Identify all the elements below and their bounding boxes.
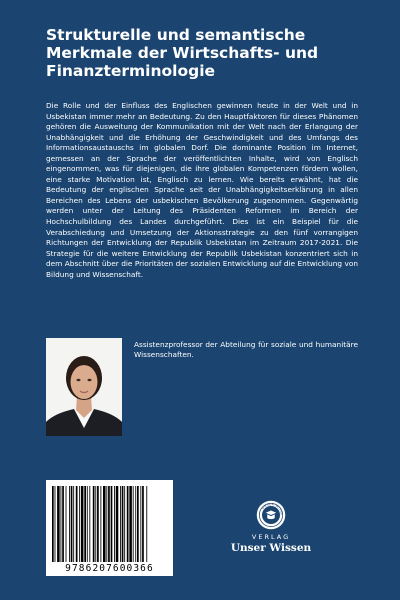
- barcode-bar: [79, 486, 80, 562]
- barcode-bar: [84, 486, 86, 562]
- barcode-bar: [61, 486, 62, 562]
- barcode-bar: [114, 486, 115, 562]
- barcode-bar: [116, 486, 119, 562]
- barcode-bar: [129, 486, 132, 562]
- barcode-bars: [46, 480, 173, 576]
- barcode-bar: [106, 486, 107, 562]
- barcode-bar: [97, 486, 99, 562]
- barcode-bar: [62, 486, 64, 562]
- barcode-bar: [135, 486, 136, 562]
- barcode-bar: [52, 486, 54, 562]
- barcode-bar: [71, 486, 73, 562]
- barcode-bar: [133, 486, 134, 562]
- barcode-bar: [100, 486, 101, 562]
- barcode-bar: [124, 486, 125, 562]
- barcode-bar: [66, 486, 67, 562]
- publisher-logo-icon: [256, 500, 286, 530]
- barcode-bar: [76, 486, 78, 562]
- barcode-bar: [122, 486, 124, 562]
- author-bio: Assistenzprofessor der Abteilung für soziale und humanitäre Wissenschaften.: [134, 340, 358, 360]
- barcode-bar: [73, 486, 74, 562]
- isbn-number: 9786207600366: [65, 563, 154, 574]
- barcode-bar: [127, 486, 129, 562]
- barcode-bar: [137, 486, 139, 562]
- publisher-verlag: VERLAG: [251, 533, 291, 541]
- book-title: Strukturelle und semantische Merkmale der Wirtschafts- und Finanzterminologie: [46, 26, 319, 80]
- barcode-bar: [146, 486, 147, 562]
- isbn-barcode: [46, 480, 173, 576]
- logo-ring-text: UNSER WISSE: [260, 502, 284, 516]
- barcode-bar: [81, 486, 84, 562]
- barcode-bar: [55, 486, 56, 562]
- author-photo: [46, 338, 122, 436]
- barcode-bar: [89, 486, 90, 562]
- barcode-bar: [142, 486, 144, 562]
- barcode-bar: [87, 486, 88, 562]
- barcode-bar: [57, 486, 60, 562]
- barcode-bar: [93, 486, 95, 562]
- barcode-bar: [95, 486, 96, 562]
- book-abstract: Die Rolle und der Einfluss des Englischen gewinnen heute in der Welt und in Usbekistan immer mehr an Bedeutung. Zu den Hauptfaktoren für dieses Phänomen gehören die Ausweitung der Kommunikation mit der Welt nach der Erlangung der Unabhängigkeit und die Erhöhung der Geschwindigkeit und des Umfangs des Informationsaustauschs im globalen Dorf. Die dominante Position im Internet, gemessen an der Sprache der veröffentlichten Inhalte, wird von Englisch eingenommen, was für diejenigen, die ihre globalen Kompetenzen fördern wollen, eine starke Motivation ist, Englisch zu lernen. Wie bereits erwähnt, hat die Bedeutung der englischen Sprache seit der Unabhängigkeitserklärung in allen Bereichen des Lebens der usbekischen Bevölkerung zugenommen. Gegenwärtig werden unter der Leitung des Präsidenten Reformen im Bereich der Hochschulbildung des Landes durchgeführt. Dies ist ein Beispiel für die Verabschiedung und Umsetzung der Aktionsstrategie zu den fünf vorrangigen Richtungen der Entwicklung der Republik Usbekistan im Zeitraum 2017-2021. Die Strategie für die weitere Entwicklung der Republik Usbekistan konzentriert sich in dem Abschnitt über die Prioritäten der sozialen Entwicklung auf die Entwicklung von Bildung und Wissenschaft.: [46, 101, 358, 279]
- publisher-name: Unser Wissen: [230, 542, 312, 554]
- publisher-block: [226, 500, 316, 554]
- barcode-bar: [103, 486, 106, 562]
- barcode-bar: [140, 486, 141, 562]
- barcode-bar: [120, 486, 121, 562]
- barcode-bar: [108, 486, 110, 562]
- barcode-bar: [111, 486, 113, 562]
- barcode-bar: [69, 486, 70, 562]
